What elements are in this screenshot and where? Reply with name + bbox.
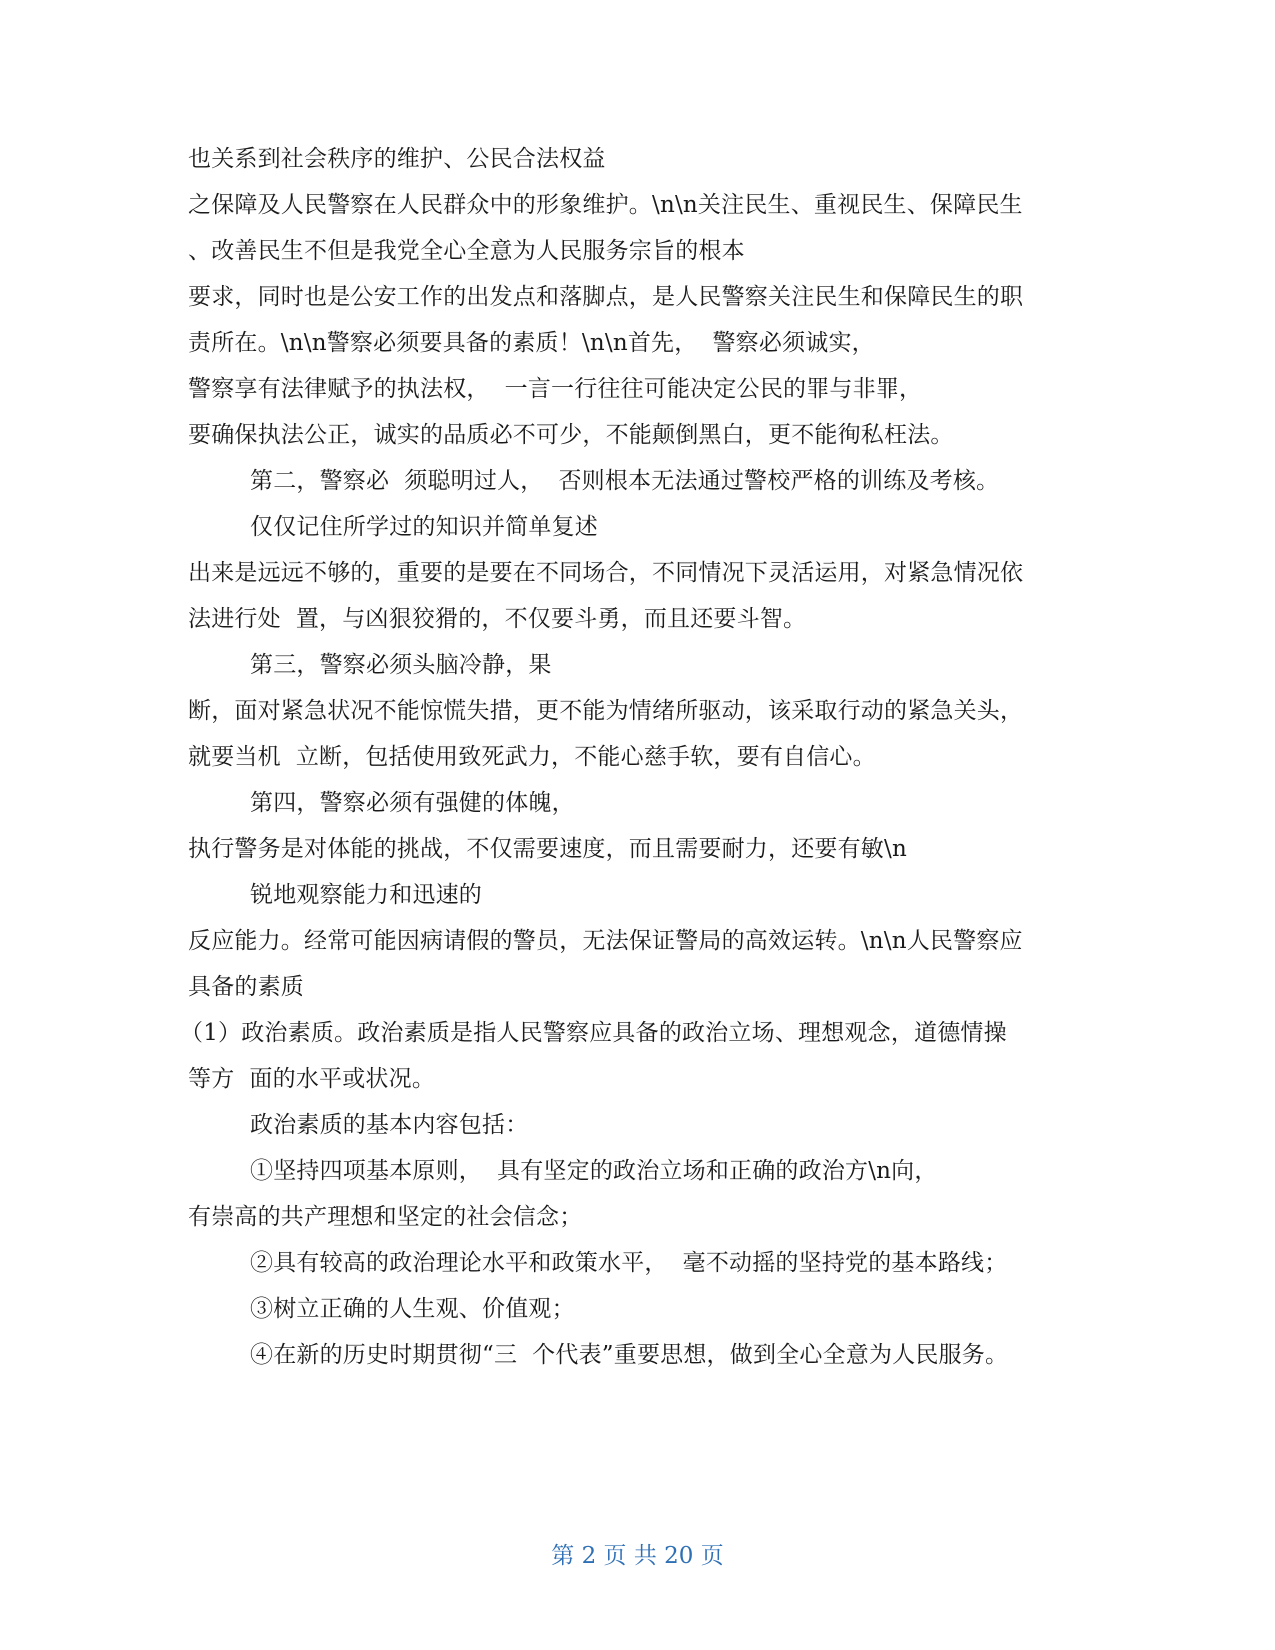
text-line: 仅仅记住所学过的知识并简单复述 [250,514,598,540]
text-line: 法进行处 置，与凶狠狡猾的，不仅要斗勇，而且还要斗智。 [188,606,807,632]
text-line: 要确保执法公正，诚实的品质必不可少，不能颠倒黑白，更不能徇私枉法。 [188,422,954,448]
text-line: 就要当机 立断，包括使用致死武力，不能心慈手软，要有自信心。 [188,744,876,770]
text-line: 出来是远远不够的，重要的是要在不同场合，不同情况下灵活运用，对紧急情况依 [188,560,1024,586]
text-line: 第二，警察必 须聪明过人， 否则根本无法通过警校严格的训练及考核。 [250,468,1000,494]
text-line: ②具有较高的政治理论水平和政策水平， 毫不动摇的坚持党的基本路线； [250,1250,1008,1276]
text-line: 断，面对紧急状况不能惊慌失措，更不能为情绪所驱动，该采取行动的紧急关头， [188,698,1024,724]
text-line: 反应能力。经常可能因病请假的警员，无法保证警局的高效运转。\n\n人民警察应 [188,928,1023,954]
text-line: 之保障及人民警察在人民群众中的形象维护。\n\n关注民生、重视民生、保障民生 [188,192,1023,218]
text-line: 也关系到社会秩序的维护、公民合法权益 [188,146,606,172]
text-line: 责所在。\n\n警察必须要具备的素质！\n\n首先， 警察必须诚实， [188,330,875,356]
text-line: ①坚持四项基本原则， 具有坚定的政治立场和正确的政治方\n向， [250,1158,938,1184]
text-line: 具备的素质 [188,974,304,1000]
text-line: （1）政治素质。政治素质是指人民警察应具备的政治立场、理想观念，道德情操 [180,1020,1007,1046]
text-line: ③树立正确的人生观、价值观； [250,1296,575,1322]
text-line: 政治素质的基本内容包括： [250,1112,529,1138]
text-line: 执行警务是对体能的挑战，不仅需要速度，而且需要耐力，还要有敏\n [188,836,907,862]
text-line: 有崇高的共产理想和坚定的社会信念； [188,1204,583,1230]
text-line: 等方 面的水平或状况。 [188,1066,436,1092]
page-number-footer: 第 2 页 共 20 页 [551,1543,724,1569]
text-line: 警察享有法律赋予的执法权， 一言一行往往可能决定公民的罪与非罪， [188,376,923,402]
text-line: ④在新的历史时期贯彻“三 个代表”重要思想，做到全心全意为人民服务。 [250,1342,1009,1368]
text-line: 、改善民生不但是我党全心全意为人民服务宗旨的根本 [188,238,745,264]
text-line: 要求，同时也是公安工作的出发点和落脚点，是人民警察关注民生和保障民生的职 [188,284,1024,310]
text-line: 第四，警察必须有强健的体魄， [250,790,575,816]
text-line: 锐地观察能力和迅速的 [250,882,482,908]
text-line: 第三，警察必须头脑冷静，果 [250,652,552,678]
